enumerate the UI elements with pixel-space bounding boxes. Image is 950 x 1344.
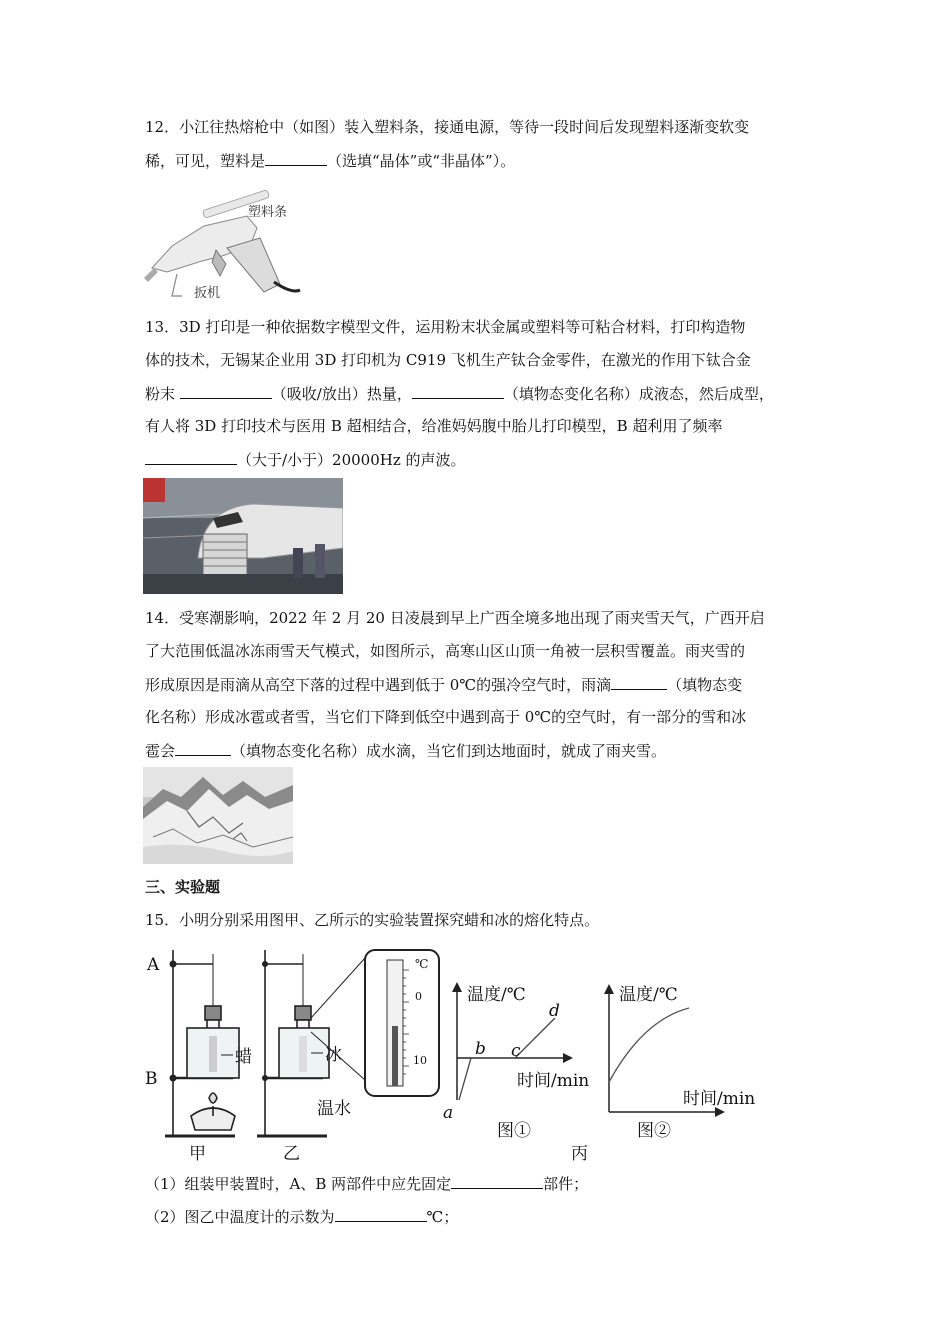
snowy-mountain-photo [143, 767, 293, 864]
glue-gun-image [142, 186, 302, 304]
label-A: A [147, 955, 160, 975]
label-warm-water: 温水 [317, 1099, 351, 1119]
graph-1-caption: 图① [497, 1121, 531, 1141]
q15-blank-1[interactable] [451, 1173, 543, 1189]
q14-text-b: （填物态变 [667, 676, 743, 694]
q14-blank-1[interactable] [611, 674, 667, 690]
q12-line-1: 12．小江往热熔枪中（如图）装入塑料条，接通电源，等待一段时间后发现塑料逐渐变软变 [145, 118, 750, 136]
q13-line-5 [145, 449, 466, 470]
q14-line-5 [145, 740, 666, 761]
q13-line-4: 有人将 3D 打印技术与医用 B 超相结合，给准妈妈腹中胎儿打印模型，B 超利用了频率 [145, 417, 723, 435]
graph-2-xlabel: 时间/min [683, 1089, 756, 1109]
label-trigger: 扳机 [194, 286, 221, 301]
apparatus-jia [165, 950, 239, 1136]
q15-sub2-text-b: ℃； [426, 1208, 459, 1226]
q13-text-b: （吸收/放出）热量， [271, 385, 412, 403]
graph-1-point-d: d [549, 1001, 560, 1021]
label-B: B [145, 1069, 158, 1089]
q12-text-b: （选填“晶体”或“非晶体”）。 [327, 152, 516, 170]
q13-text-d: （大于/小于）20000Hz 的声波。 [237, 451, 466, 469]
q12-line-2 [145, 150, 515, 171]
q13-line-1: 13．3D 打印是一种依据数字模型文件，运用粉末状金属或塑料等可粘合材料，打印构造物 [145, 318, 746, 336]
thermometer-tick-0: 0 [415, 990, 422, 1003]
thermometer-unit: ℃ [415, 957, 429, 971]
q15-sub2-text-a: （2）图乙中温度计的示数为 [145, 1208, 335, 1226]
q12-answer-blank[interactable] [265, 150, 327, 166]
q14-line-1: 14．受寒潮影响，2022 年 2 月 20 日凌晨到早上广西全境多地出现了雨夹雪天气，广西开启 [145, 609, 765, 627]
q14-blank-2[interactable] [175, 740, 231, 756]
graph-2-curve [609, 1008, 689, 1082]
q13-blank-3[interactable] [145, 449, 237, 465]
q13-line-2: 体的技术，无锡某企业用 3D 打印机为 C919 飞机生产钛合金零件，在激光的作用下钛合金 [145, 351, 751, 369]
q14-line-3 [145, 674, 742, 695]
q14-text-a: 形成原因是雨滴从高空下落的过程中遇到低于 0℃的强冷空气时，雨滴 [145, 676, 612, 694]
q14-line-4: 化名称）形成冰雹或者雪，当它们下降到低空中遇到高于 0℃的空气时，有一部分的雪和冰 [145, 708, 747, 726]
graph-1-point-c: c [511, 1041, 521, 1061]
label-wax: 蜡 [235, 1047, 252, 1067]
thermometer-tick-10: 10 [413, 1054, 427, 1067]
graph-2-caption: 图② [637, 1121, 671, 1141]
q15-sub1-text-a: （1）组装甲装置时，A、B 两部件中应先固定 [145, 1175, 452, 1193]
c919-factory-photo [143, 478, 343, 594]
section-title: 三、实验题 [145, 878, 221, 896]
q15-intro: 15．小明分别采用图甲、乙所示的实验装置探究蜡和冰的熔化特点。 [145, 911, 600, 929]
q15-sub1-text-b: 部件； [543, 1175, 589, 1193]
label-yi: 乙 [283, 1144, 300, 1164]
graph-1-point-b: b [475, 1039, 486, 1059]
graph-2-ylabel: 温度/℃ [619, 985, 678, 1005]
thermometer-liquid [392, 1026, 398, 1086]
q12-text-a: 稀，可见，塑料是 [145, 152, 266, 170]
label-jia: 甲 [189, 1144, 206, 1164]
label-bing: 丙 [571, 1144, 588, 1164]
graph-1-xlabel: 时间/min [517, 1071, 590, 1091]
q15-sub-1 [145, 1173, 588, 1194]
q15-experiment-figure [143, 940, 773, 1165]
q15-sub-2 [145, 1206, 458, 1227]
q13-text-c: （填物态变化名称）成液态，然后成型， [503, 385, 774, 403]
q13-blank-2[interactable] [412, 383, 504, 399]
q13-text-a: 粉末 [145, 385, 180, 403]
q14-line-2: 了大范围低温冰冻雨雪天气模式，如图所示，高寒山区山顶一角被一层积雪覆盖。雨夹雪的 [145, 642, 746, 660]
q14-text-d: （填物态变化名称）成水滴，当它们到达地面时，就成了雨夹雪。 [231, 742, 667, 760]
label-ice: 冰 [325, 1045, 342, 1065]
q13-blank-1[interactable] [180, 383, 272, 399]
graph-1-ylabel: 温度/℃ [467, 985, 526, 1005]
label-plastic-strip: 塑料条 [248, 205, 288, 220]
graph-1-point-a: a [443, 1103, 454, 1123]
q15-blank-2[interactable] [335, 1206, 427, 1222]
q14-text-c: 雹会 [145, 742, 176, 760]
q13-line-3 [145, 383, 774, 404]
